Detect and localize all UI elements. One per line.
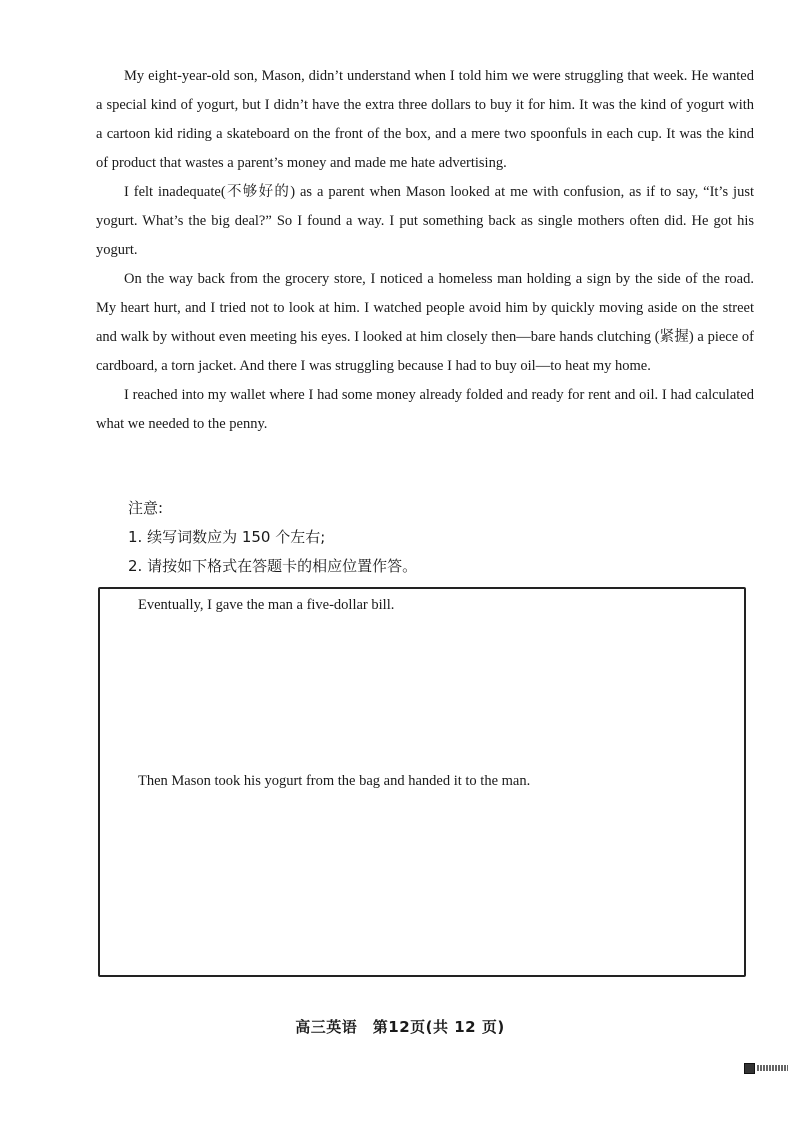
passage-paragraph-1: My eight-year-old son, Mason, didn’t understand when I told him we were struggling that week. He wanted a special kind of yogurt, but I didn’t have the extra three dollars to buy it for him. It was the kind of yogurt with a cartoon kid riding a skateboard on the front of the box, and a mere two spoonfuls in each cup. It was the kind of product that wastes a parent’s money and made me hate advertising. xyxy=(96,68,754,171)
continuation-prompt-2: Then Mason took his yogurt from the bag and handed it to the man. xyxy=(138,773,531,789)
watermark-logo-icon xyxy=(744,1062,788,1074)
page-footer: 高三英语 第12页(共 12 页) xyxy=(295,1018,505,1036)
instructions-heading: 注意: xyxy=(128,499,164,517)
passage-paragraph-4: I reached into my wallet where I had some money already folded and ready for rent and oil. I had calculated what we needed to the penny. xyxy=(96,387,754,432)
continuation-prompt-1: Eventually, I gave the man a five-dollar bill. xyxy=(138,597,395,613)
reading-passage xyxy=(96,62,754,439)
passage-paragraph-2: I felt inadequate(不够好的) as a parent when Mason looked at me with confusion, as if to say, “It’s just yogurt. What’s the big deal?” So I found a way. I put something back as single mothers often did. He got his yogurt. xyxy=(96,184,754,258)
instruction-item-1: 1. 续写词数应为 150 个左右; xyxy=(128,528,326,546)
instructions xyxy=(128,494,417,581)
answer-box[interactable] xyxy=(98,587,746,977)
passage-paragraph-3: On the way back from the grocery store, I noticed a homeless man holding a sign by the side of the road. My heart hurt, and I tried not to look at him. I watched people avoid him by quickly moving aside on the street and walk by without even meeting his eyes. I looked at him closely then—bare hands clutching (紧握) a piece of cardboard, a torn jacket. And there I was struggling because I had to buy oil—to heat my home. xyxy=(96,271,754,374)
instruction-item-2: 2. 请按如下格式在答题卡的相应位置作答。 xyxy=(128,557,418,575)
